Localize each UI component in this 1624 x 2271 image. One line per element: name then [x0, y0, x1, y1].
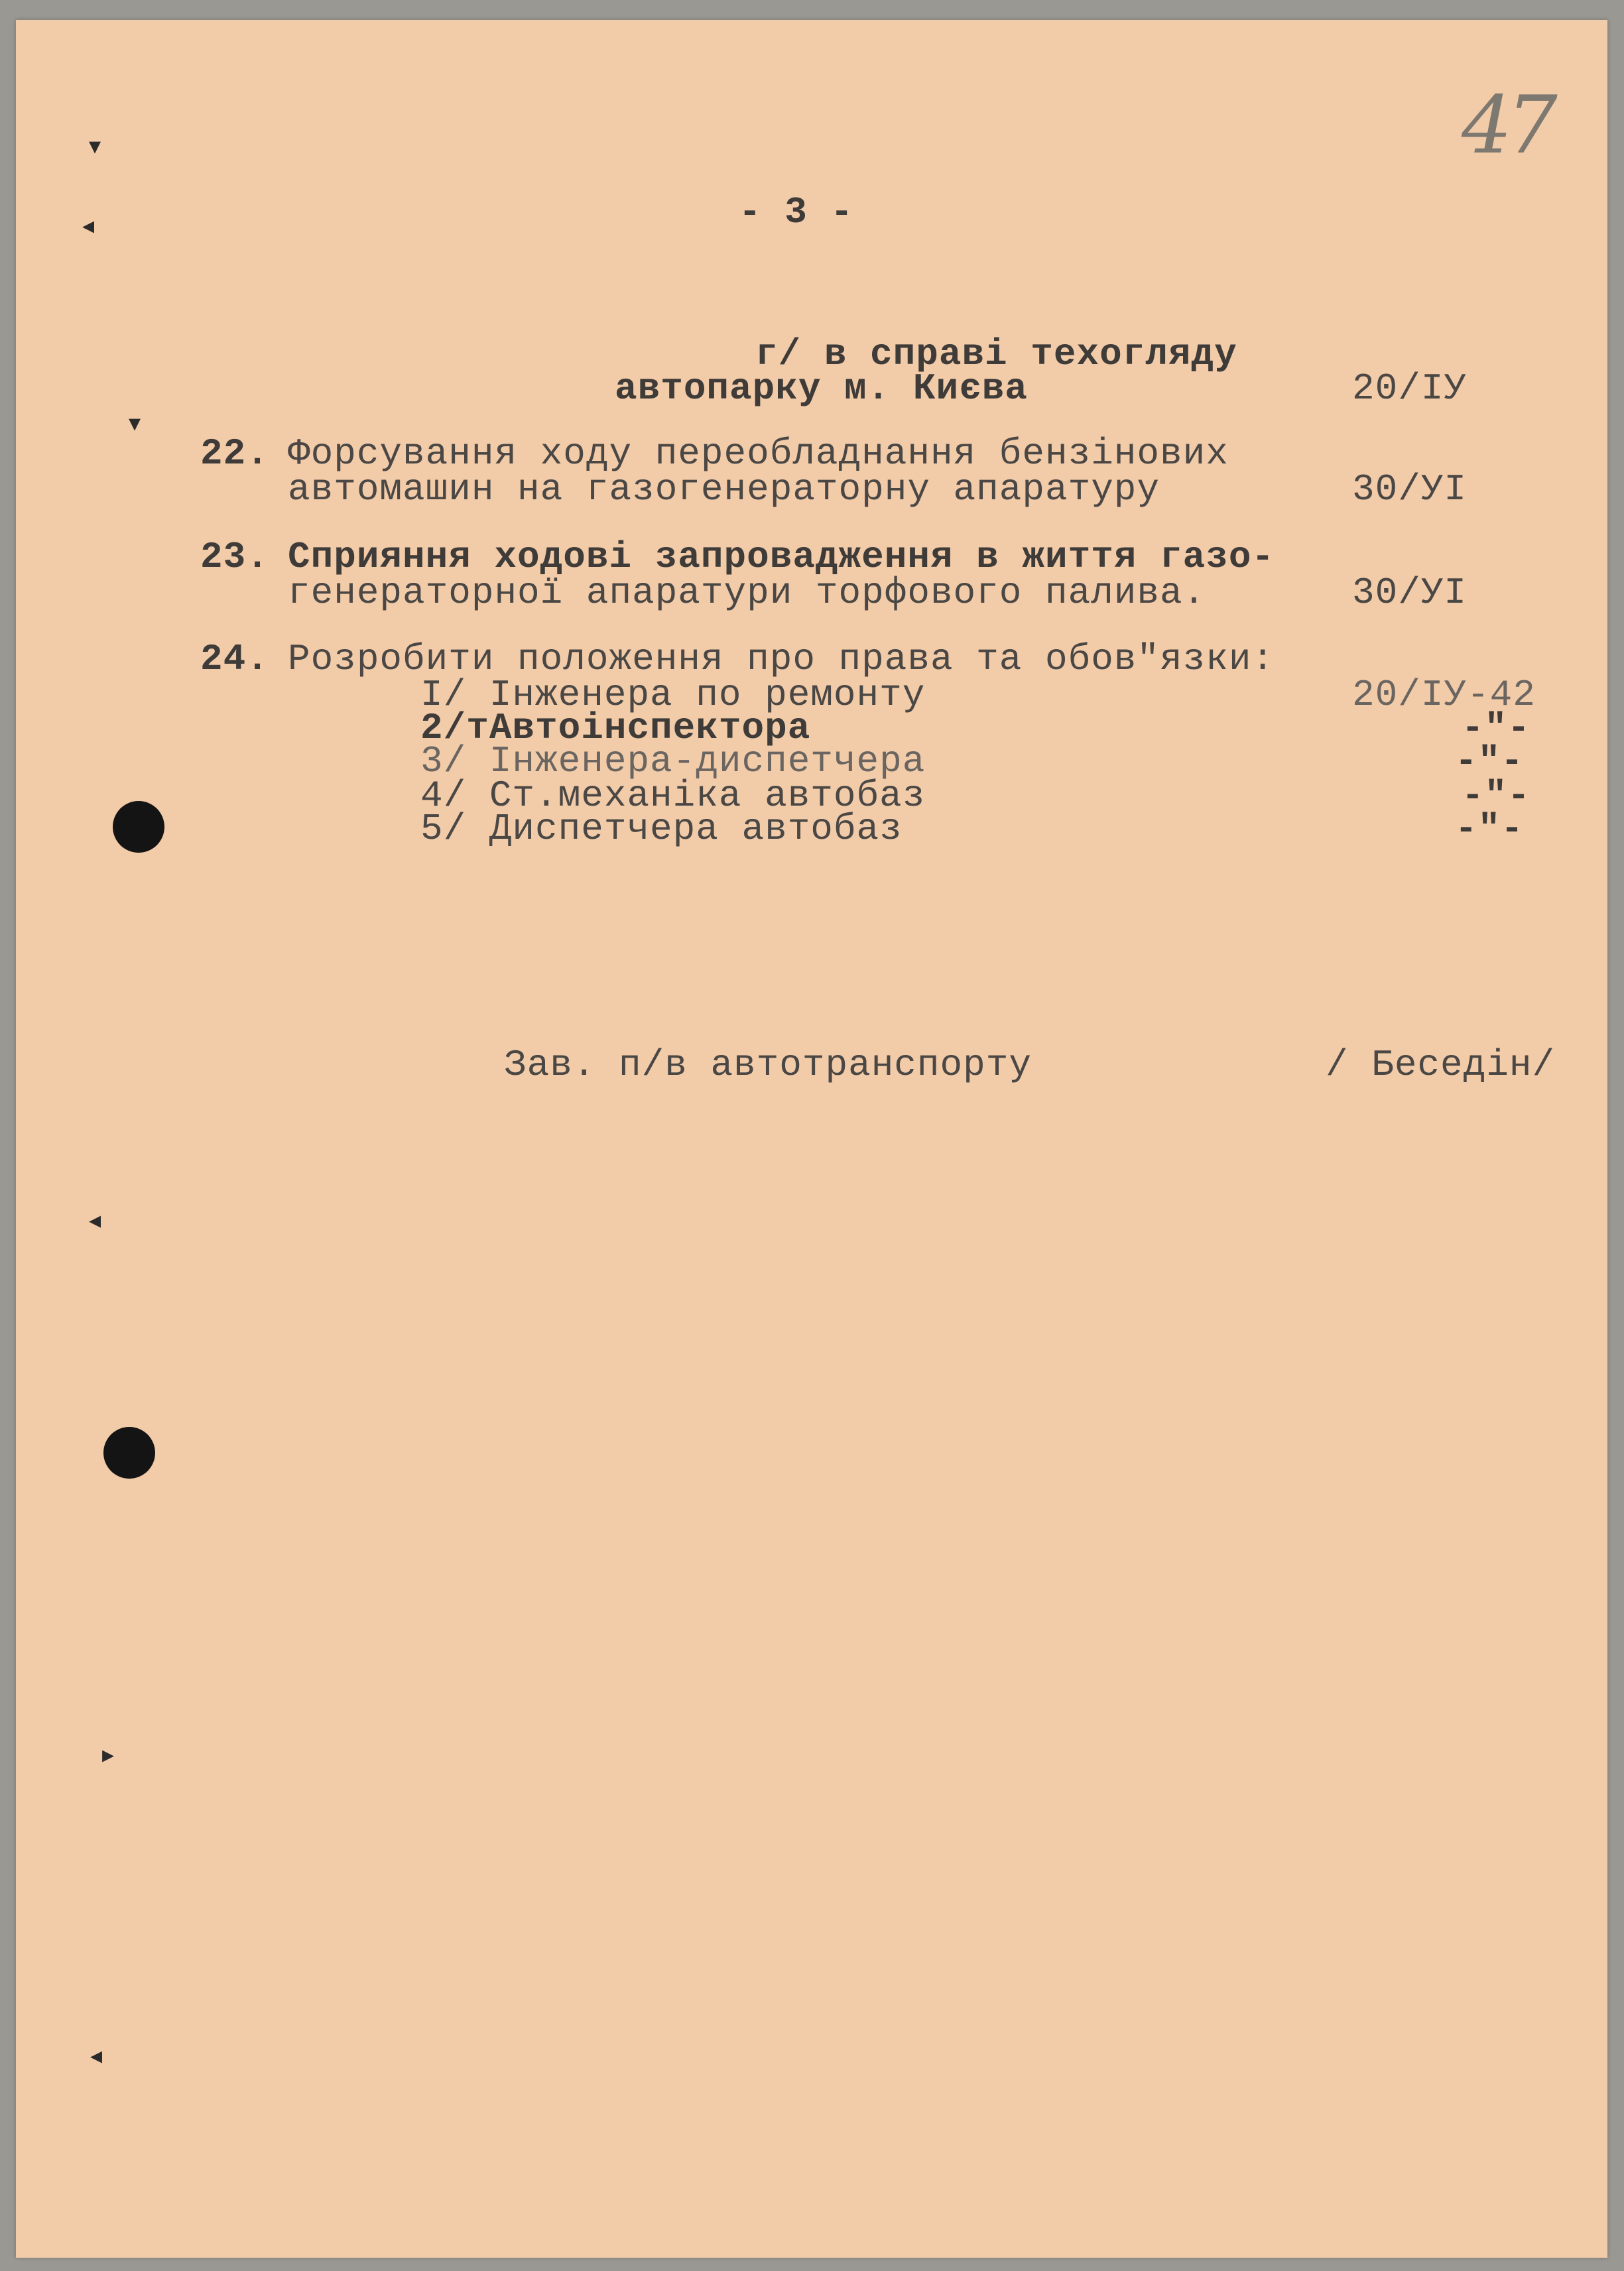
item-23-number: 23. — [200, 536, 269, 578]
item-24-sub-2-date: -"- — [1462, 707, 1530, 749]
section-g-line1: г/ в справі техогляду — [755, 333, 1237, 375]
item-22-line1: Форсування ходу переобладнання бензінових — [288, 432, 1229, 475]
punch-hole-bottom — [103, 1427, 155, 1479]
page-number: - 3 - — [739, 191, 854, 233]
item-23-line1: Сприяння ходові запровадження в життя газо- — [288, 536, 1275, 578]
item-23-line2: генераторної апаратури торфового палива. — [288, 572, 1206, 614]
document-page — [16, 20, 1607, 2258]
item-24-sub-3-date: -"- — [1455, 740, 1524, 782]
binding-mark: ◂ — [90, 2042, 103, 2069]
item-24-sub-4-date: -"- — [1462, 774, 1530, 817]
binding-mark: ▸ — [102, 1741, 115, 1768]
item-24-sub-5: 5/ Диспетчера автобаз — [420, 808, 903, 850]
binding-mark: ◂ — [82, 212, 95, 239]
item-24-number: 24. — [200, 638, 269, 680]
punch-hole-top — [113, 801, 164, 853]
handwritten-folio-number: 47 — [1462, 80, 1552, 172]
item-24-sub-1: І/ Інженера по ремонту — [420, 674, 926, 716]
signature-name: / Беседін/ — [1326, 1044, 1556, 1086]
binding-mark: ◂ — [89, 1207, 101, 1234]
section-g-line2: автопарку м. Києва — [615, 367, 1028, 410]
item-24-sub-3: 3/ Інженера-диспетчера — [420, 740, 926, 782]
item-22-line2: автомашин на газогенераторну апаратуру — [288, 468, 1160, 511]
section-g-date: 20/ІУ — [1352, 367, 1468, 410]
item-24-sub-4: 4/ Ст.механіка автобаз — [420, 774, 926, 817]
signature-position: Зав. п/в автотранспорту — [504, 1044, 1032, 1086]
item-24-line1: Розробити положення про права та обов"язки: — [288, 638, 1275, 680]
binding-mark: ▾ — [129, 410, 141, 437]
item-24-sub-2: 2/тАвтоінспектора — [420, 707, 811, 749]
item-22-number: 22. — [200, 432, 269, 475]
binding-mark: ▾ — [89, 133, 101, 160]
item-24-sub-5-date: -"- — [1455, 808, 1524, 850]
item-24-sub-1-date: 20/ІУ-42 — [1352, 674, 1536, 716]
item-22-date: 30/УІ — [1352, 468, 1468, 511]
item-23-date: 30/УІ — [1352, 572, 1468, 614]
